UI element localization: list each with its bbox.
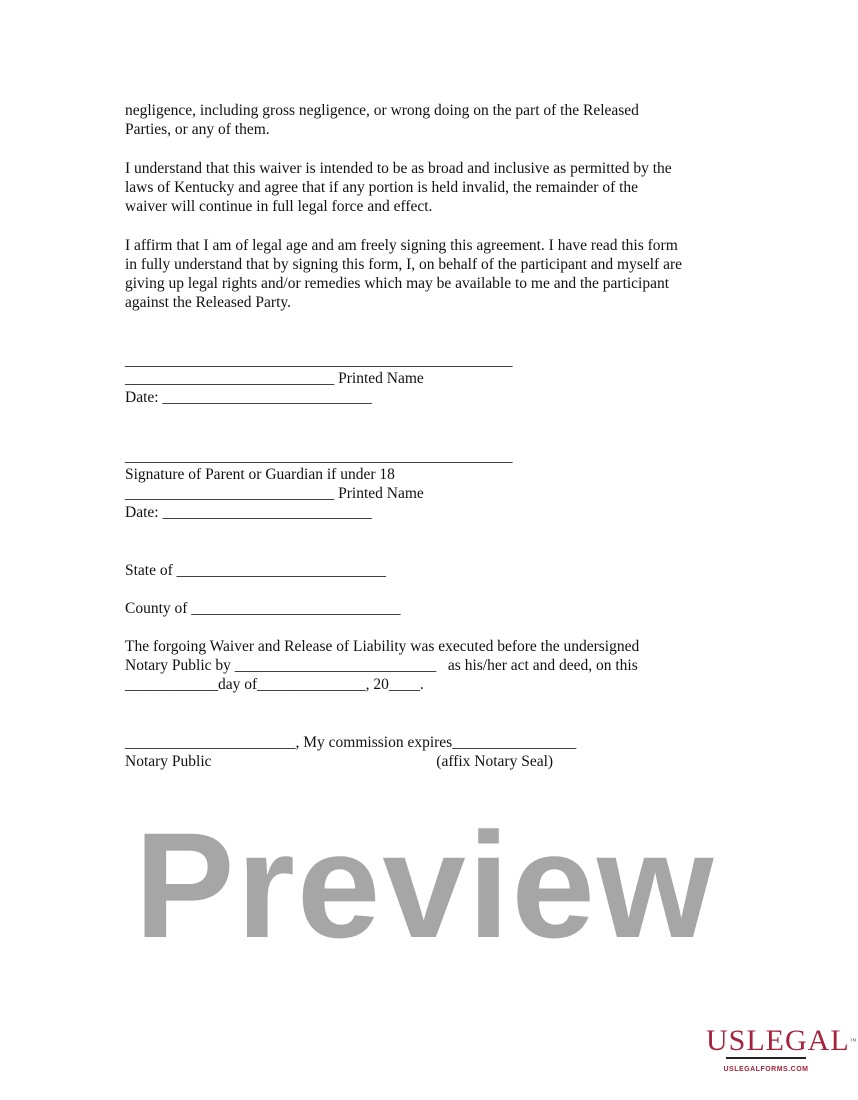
eagle-icon [726, 1057, 806, 1064]
printed-name-line: ___________________________ Printed Name [125, 370, 424, 387]
printed-name-line: ___________________________ Printed Name [125, 485, 424, 502]
text-line: laws of Kentucky and agree that if any portion is held invalid, the remainder of the [125, 179, 639, 196]
notary-line: ______________________, My commission expires________________ [125, 734, 577, 751]
trademark: ™ [849, 1037, 858, 1045]
state-line: State of ___________________________ [125, 562, 386, 579]
logo-text: USLEGAL [706, 1024, 850, 1057]
text-line: Signature of Parent or Guardian if under 18 [125, 466, 395, 483]
county-line: County of ___________________________ [125, 600, 401, 617]
date-line: Date: ___________________________ [125, 389, 372, 406]
uslegal-logo [706, 1024, 858, 1073]
text-line: against the Released Party. [125, 294, 291, 311]
signature-line: __________________________________________________ [125, 352, 513, 369]
text-line: I understand that this waiver is intended to be as broad and inclusive as permitted by the [125, 160, 672, 177]
preview-watermark: Preview [134, 801, 716, 969]
text-line: giving up legal rights and/or remedies which may be available to me and the participant [125, 275, 670, 292]
text-line: waiver will continue in full legal force and effect. [125, 198, 433, 215]
text-line: Parties, or any of them. [125, 121, 270, 138]
text-line: Notary Public by __________________________ as his/her act and deed, on this [125, 657, 638, 674]
notary-label-line: Notary Public (affix Notary Seal) [125, 753, 554, 770]
text-line: I affirm that I am of legal age and am freely signing this agreement. I have read this form [125, 237, 678, 254]
guardian-signature-line: __________________________________________________ [125, 448, 513, 465]
text-line: in fully understand that by signing this form, I, on behalf of the participant and myself are [125, 256, 683, 273]
text-line: The forgoing Waiver and Release of Liability was executed before the undersigned [125, 638, 640, 655]
date-line: Date: ___________________________ [125, 504, 372, 521]
text-line: negligence, including gross negligence, or wrong doing on the part of the Released [125, 102, 639, 119]
logo-url: USLEGALFORMS.COM [723, 1066, 809, 1073]
text-line: ____________day of______________, 20____. [125, 676, 424, 693]
